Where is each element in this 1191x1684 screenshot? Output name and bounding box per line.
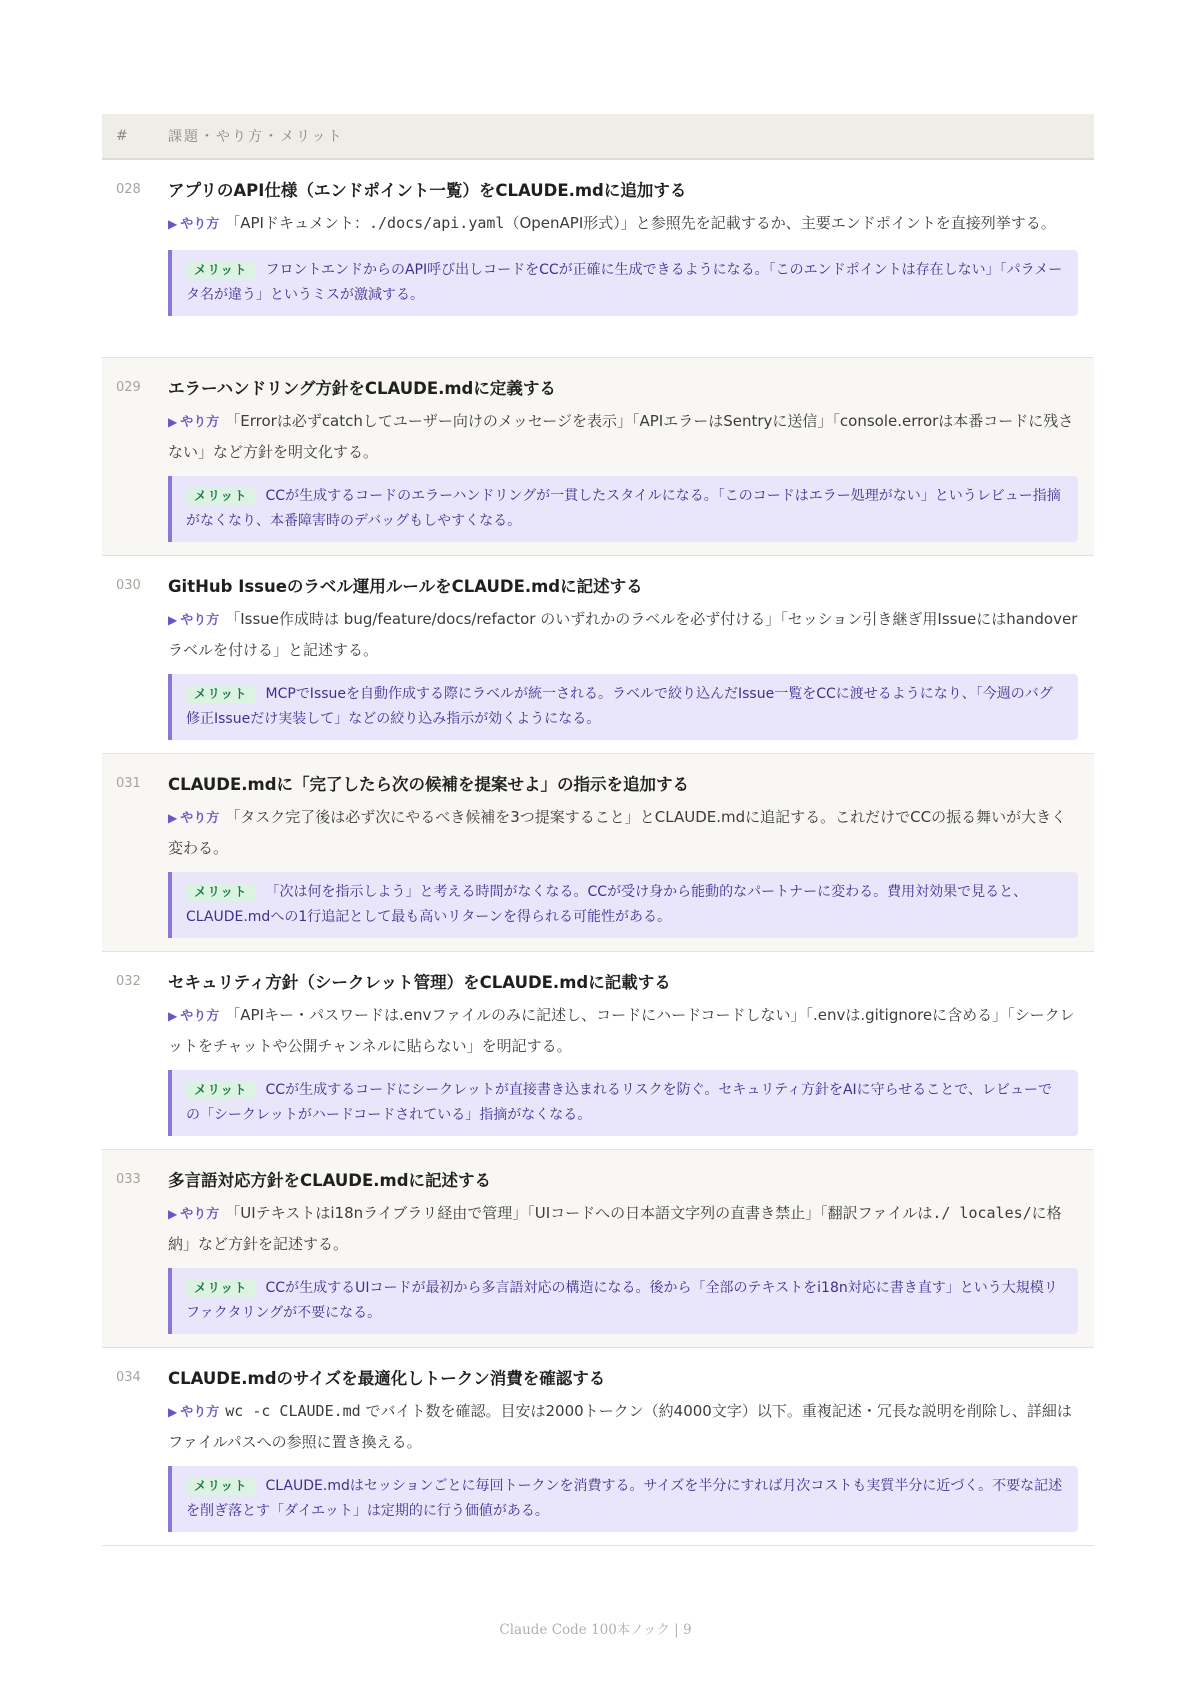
how-label: ▶ やり方: [168, 1405, 220, 1420]
merit-box: [168, 674, 1078, 740]
row-how: ▶ やり方 「Errorは必ずcatchしてユーザー向けのメッセージを表示」「APIエラーはSentryに送信」「console.errorは本番コードに残さない」など方針を明文化する。: [168, 412, 1074, 461]
merit-text: 「次は何を指示しよう」と考える時間がなくなる。CCが受け身から能動的なパートナーに変わる。費用対効果で見ると、CLAUDE.mdへの1行追記として最も高いリターンを得られる可能性がある。: [186, 884, 1028, 925]
merit-box: [168, 1070, 1078, 1136]
triangle-icon: ▶: [168, 613, 178, 627]
row-number: 033: [116, 1172, 141, 1187]
row-title: CLAUDE.mdに「完了したら次の候補を提案せよ」の指示を追加する: [168, 775, 690, 794]
table-header: [102, 114, 1094, 160]
merit-box: [168, 1466, 1078, 1532]
merit-label: メリット: [186, 1279, 256, 1297]
triangle-icon: ▶: [168, 1405, 178, 1419]
row-number: 034: [116, 1370, 141, 1385]
merit-box: [168, 250, 1078, 316]
how-label: ▶ やり方: [168, 217, 220, 232]
row-title: GitHub Issueのラベル運用ルールをCLAUDE.mdに記述する: [168, 577, 643, 596]
how-label: ▶ やり方: [168, 811, 220, 826]
merit-label: メリット: [186, 883, 256, 901]
row-title: CLAUDE.mdのサイズを最適化しトークン消費を確認する: [168, 1369, 606, 1388]
code-snippet: ./docs/api.yaml: [368, 214, 505, 232]
merit-box: [168, 476, 1078, 542]
table-row: [102, 754, 1094, 952]
merit-text: フロントエンドからのAPI呼び出しコードをCCが正確に生成できるようになる。「このエンドポイントは存在しない」「パラメータ名が違う」というミスが激減する。: [186, 261, 1063, 303]
row-title: アプリのAPI仕様（エンドポイント一覧）をCLAUDE.mdに追加する: [168, 181, 687, 200]
row-title: セキュリティ方針（シークレット管理）をCLAUDE.mdに記載する: [168, 973, 671, 992]
triangle-icon: ▶: [168, 1009, 178, 1023]
how-label: ▶ やり方: [168, 613, 220, 628]
header-num: #: [116, 128, 130, 144]
merit-text: CCが生成するコードにシークレットが直接書き込まれるリスクを防ぐ。セキュリティ方針をAIに守らせることで、レビューでの「シークレットがハードコードされている」指摘がなくなる。: [186, 1082, 1052, 1123]
row-number: 031: [116, 776, 141, 791]
merit-label: メリット: [186, 487, 256, 505]
triangle-icon: ▶: [168, 217, 178, 231]
table-row: [102, 160, 1094, 358]
row-how: ▶ やり方 「APIキー・パスワードは.envファイルのみに記述し、コードにハードコードしない」「.envは.gitignoreに含める」「シークレットをチャットや公開チャンネルに貼らない」を明記する。: [168, 1006, 1075, 1055]
how-label: ▶ やり方: [168, 1009, 220, 1024]
row-how: ▶ やり方 「APIドキュメント：./docs/api.yaml（OpenAPI形式）」と参照先を記載するか、主要エンドポイントを直接列挙する。: [168, 214, 1056, 232]
merit-text: MCPでIssueを自動作成する際にラベルが統一される。ラベルで絞り込んだIssue一覧をCCに渡せるようになり、「今週のバグ修正Issueだけ実装して」などの絞り込み指示が効くようになる。: [186, 686, 1053, 727]
table-row: [102, 952, 1094, 1150]
table-row: [102, 556, 1094, 754]
header-content: 課題・やり方・メリット: [168, 129, 344, 145]
merit-text: CCが生成するUIコードが最初から多言語対応の構造になる。後から「全部のテキストをi18n対応に書き直す」という大規模リファクタリングが不要になる。: [186, 1280, 1058, 1321]
row-number: 028: [116, 182, 141, 197]
page-footer: Claude Code 100本ノック | 9: [499, 1622, 692, 1638]
row-title: エラーハンドリング方針をCLAUDE.mdに定義する: [168, 379, 556, 398]
merit-label: メリット: [186, 1477, 256, 1495]
row-how: ▶ やり方 「UIテキストはi18nライブラリ経由で管理」「UIコードへの日本語文字列の直書き禁止」「翻訳ファイルは./ locales/に格納」など方針を記述する。: [168, 1204, 1062, 1253]
row-how: ▶ やり方 「タスク完了後は必ず次にやるべき候補を3つ提案すること」とCLAUDE.mdに追記する。これだけでCCの振る舞いが大きく変わる。: [168, 808, 1067, 857]
row-number: 030: [116, 578, 141, 593]
merit-box: [168, 872, 1078, 938]
row-how: ▶ やり方 「Issue作成時は bug/feature/docs/refactor のいずれかのラベルを必ず付ける」「セッション引き継ぎ用Issueにはhandoverラベルを付ける」と記述する。: [168, 610, 1078, 659]
code-snippet: ./ locales/: [932, 1204, 1032, 1222]
how-label: ▶ やり方: [168, 1207, 220, 1222]
row-title: 多言語対応方針をCLAUDE.mdに記述する: [168, 1171, 492, 1190]
table-row: [102, 1150, 1094, 1348]
merit-label: メリット: [186, 685, 256, 703]
row-number: 032: [116, 974, 141, 989]
row-number: 029: [116, 380, 141, 395]
triangle-icon: ▶: [168, 811, 178, 825]
merit-text: CLAUDE.mdはセッションごとに毎回トークンを消費する。サイズを半分にすれば月次コストも実質半分に近づく。不要な記述を削ぎ落とす「ダイエット」は定期的に行う価値がある。: [186, 1478, 1063, 1519]
merit-text: CCが生成するコードのエラーハンドリングが一貫したスタイルになる。「このコードはエラー処理がない」というレビュー指摘がなくなり、本番障害時のデバッグもしやすくなる。: [186, 488, 1061, 529]
merit-label: メリット: [186, 1081, 256, 1099]
row-how: ▶ やり方 wc -c CLAUDE.md でバイト数を確認。目安は2000トークン（約4000文字）以下。重複記述・冗長な説明を削除し、詳細はファイルパスへの参照に置き換える。: [168, 1402, 1072, 1451]
merit-box: [168, 1268, 1078, 1334]
triangle-icon: ▶: [168, 1207, 178, 1221]
merit-label: メリット: [186, 261, 256, 279]
how-label: ▶ やり方: [168, 415, 220, 430]
triangle-icon: ▶: [168, 415, 178, 429]
table-row: [102, 1348, 1094, 1546]
table-row: [102, 358, 1094, 556]
knock-table: [102, 114, 1094, 1546]
code-snippet: wc -c CLAUDE.md: [225, 1402, 361, 1420]
